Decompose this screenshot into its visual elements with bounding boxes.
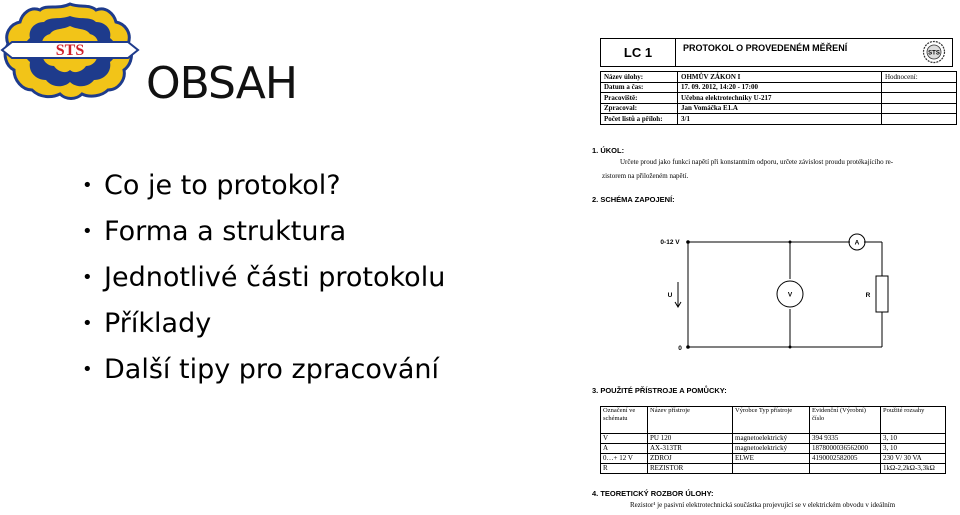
bullet-item: • Další tipy pro zpracování xyxy=(82,347,445,393)
bullet-item: • Forma a struktura xyxy=(82,209,445,255)
resistor-label: R xyxy=(865,292,871,299)
table-row: Pracoviště: Učebna elektrotechniky U-217 xyxy=(601,93,957,104)
u-label: U xyxy=(667,292,673,299)
document-heading: PROTOKOL O PROVEDENÉM MĚŘENÍ xyxy=(683,43,848,53)
svg-text:STS: STS xyxy=(928,50,940,57)
seal-icon xyxy=(920,40,948,64)
bullet-dot: • xyxy=(82,221,93,242)
info-table xyxy=(600,71,957,125)
table-row: Počet listů a příloh: 3/1 xyxy=(601,114,957,125)
section-heading-equipment: 3. POUŽITÉ PŘÍSTROJE A POMŮCKY: xyxy=(592,386,727,395)
voltmeter-label: V xyxy=(787,291,793,299)
table-row: Zpracoval: Jan Vomáčka E1.A xyxy=(601,103,957,114)
table-row: V PU 120 magnetoelektrický 394 9335 3, 10 xyxy=(601,434,946,444)
section-heading-task: 1. ÚKOL: xyxy=(592,146,625,155)
bullet-list xyxy=(82,163,445,393)
section-heading-theory: 4. TEORETICKÝ ROZBOR ÚLOHY: xyxy=(592,489,714,498)
bullet-dot: • xyxy=(82,267,93,288)
slide-title: OBSAH xyxy=(146,58,297,109)
logo-text: STS xyxy=(55,42,85,59)
task-text-line: Určete proud jako funkci napětí při konstantním odporu, určete závislost proudu protékajícího re- xyxy=(620,158,894,166)
bullet-item: • Co je to protokol? xyxy=(82,163,445,209)
table-row: 0…+ 12 V ZDROJ ELWE 4190002582005 230 V/ 30 VA xyxy=(601,454,946,464)
table-row: R REZISTOR 1kΩ-2,2kΩ-3,3kΩ xyxy=(601,464,946,474)
equipment-table xyxy=(600,406,946,474)
document-code: LC 1 xyxy=(601,39,676,66)
ammeter-label: A xyxy=(854,239,860,247)
table-row: A AX-313TR magnetoelektrický 1878000036562000 3, 10 xyxy=(601,444,946,454)
section-heading-schema: 2. SCHÉMA ZAPOJENÍ: xyxy=(592,195,675,204)
theory-text-line: Rezistor¹ je pasivní elektrotechnická součástka projevující se v elektrickém obvodu v ideálním xyxy=(630,501,896,509)
bullet-dot: • xyxy=(82,175,93,196)
table-row: Název úlohy: OHMŮV ZÁKON I Hodnocení: xyxy=(601,72,957,83)
protocol-document-preview xyxy=(590,34,960,515)
bullet-dot: • xyxy=(82,313,93,334)
document-header xyxy=(600,38,953,67)
source-voltage-label: 0-12 V xyxy=(660,239,680,246)
school-logo xyxy=(0,0,140,104)
table-row: Datum a čas: 17. 09. 2012, 14:20 - 17:00 xyxy=(601,82,957,93)
ground-label: 0 xyxy=(678,345,682,352)
circuit-diagram xyxy=(650,224,910,359)
bullet-item: • Příklady xyxy=(82,301,445,347)
table-header-row: Označení ve schématu Název přístroje Výrobce Typ přístroje Evidenční (Výrobní) číslo Použité rozsahy xyxy=(601,407,946,434)
task-text-line: zistorem na přiloženém napětí. xyxy=(602,172,689,180)
bullet-dot: • xyxy=(82,359,93,380)
bullet-item: • Jednotlivé části protokolu xyxy=(82,255,445,301)
